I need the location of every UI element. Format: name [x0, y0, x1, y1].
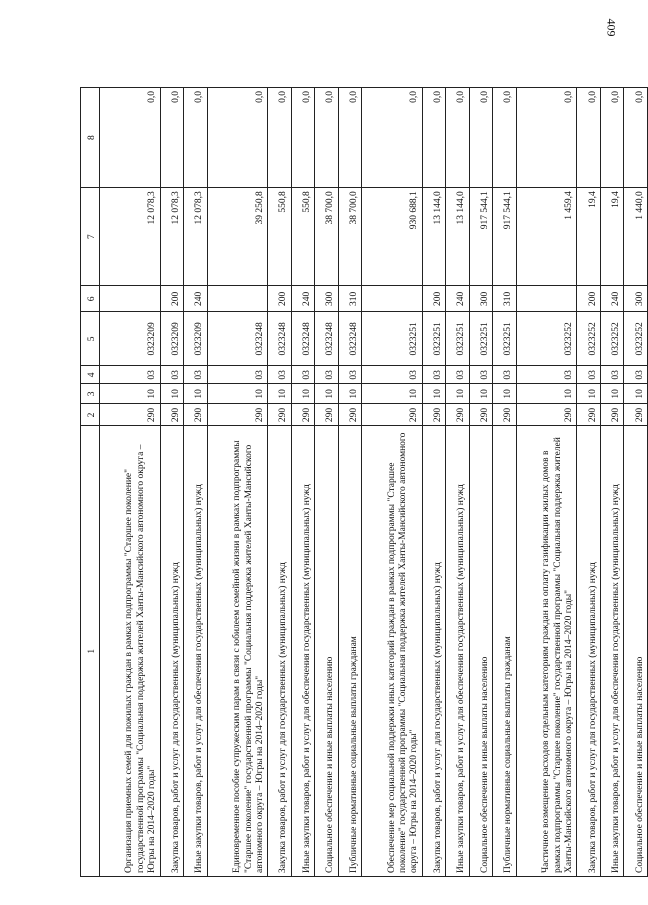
row-amount: 12 078,3 [184, 188, 207, 286]
row-code: 290 [184, 404, 207, 426]
row-expense-type [516, 286, 577, 312]
header-col-1: 1 [81, 426, 100, 877]
row-amount: 550,8 [291, 188, 314, 286]
row-section: 10 [268, 384, 291, 404]
row-target-article: 0323248 [207, 312, 268, 366]
row-target-article: 0323252 [624, 312, 648, 366]
row-section: 10 [516, 384, 577, 404]
row-expense-type: 310 [493, 286, 516, 312]
row-section: 10 [315, 384, 338, 404]
row-section: 10 [577, 384, 600, 404]
row-amount-col8: 0,0 [516, 88, 577, 188]
row-amount-col8: 0,0 [315, 88, 338, 188]
row-section: 10 [160, 384, 183, 404]
row-code: 290 [207, 404, 268, 426]
row-target-article: 0323251 [446, 312, 469, 366]
row-target-article: 0323248 [338, 312, 361, 366]
table-row [493, 88, 516, 877]
row-target-article: 0323248 [315, 312, 338, 366]
row-subsection: 03 [268, 366, 291, 384]
row-amount: 38 700,0 [315, 188, 338, 286]
row-target-article: 0323251 [362, 312, 423, 366]
row-amount: 12 078,3 [160, 188, 183, 286]
header-col-8: 8 [81, 88, 100, 188]
row-code: 290 [469, 404, 492, 426]
row-code: 290 [577, 404, 600, 426]
row-code: 290 [338, 404, 361, 426]
row-target-article: 0323209 [100, 312, 161, 366]
row-section: 10 [291, 384, 314, 404]
row-expense-type: 200 [160, 286, 183, 312]
row-amount-col8: 0,0 [100, 88, 161, 188]
row-subsection: 03 [516, 366, 577, 384]
row-code: 290 [516, 404, 577, 426]
row-name: Социальное обеспечение и иные выплаты населению [469, 426, 492, 877]
row-subsection: 03 [315, 366, 338, 384]
row-expense-type [207, 286, 268, 312]
row-expense-type [362, 286, 423, 312]
row-target-article: 0323251 [493, 312, 516, 366]
row-amount-col8: 0,0 [160, 88, 183, 188]
row-expense-type: 300 [624, 286, 648, 312]
row-amount: 12 078,3 [100, 188, 161, 286]
row-code: 290 [315, 404, 338, 426]
row-code: 290 [624, 404, 648, 426]
row-target-article: 0323248 [268, 312, 291, 366]
row-name: Социальное обеспечение и иные выплаты населению [315, 426, 338, 877]
row-name: Публичные нормативные социальные выплаты гражданам [493, 426, 516, 877]
row-section: 10 [338, 384, 361, 404]
row-target-article: 0323248 [291, 312, 314, 366]
row-amount: 1 440,0 [624, 188, 648, 286]
table-row [446, 88, 469, 877]
row-target-article: 0323252 [600, 312, 623, 366]
table-row [338, 88, 361, 877]
row-target-article: 0323251 [469, 312, 492, 366]
table-row [600, 88, 623, 877]
row-subsection: 03 [446, 366, 469, 384]
row-amount: 39 250,8 [207, 188, 268, 286]
row-subsection: 03 [207, 366, 268, 384]
row-section: 10 [100, 384, 161, 404]
row-amount-col8: 0,0 [422, 88, 445, 188]
row-code: 290 [446, 404, 469, 426]
table-row [422, 88, 445, 877]
row-expense-type [100, 286, 161, 312]
row-section: 10 [207, 384, 268, 404]
row-amount-col8: 0,0 [268, 88, 291, 188]
row-amount: 1 459,4 [516, 188, 577, 286]
row-code: 290 [493, 404, 516, 426]
row-expense-type: 240 [291, 286, 314, 312]
row-subsection: 03 [362, 366, 423, 384]
table-row [577, 88, 600, 877]
table-row [291, 88, 314, 877]
budget-table [80, 87, 648, 877]
table-row [516, 88, 577, 877]
table-row [268, 88, 291, 877]
table-row [207, 88, 268, 877]
row-subsection: 03 [100, 366, 161, 384]
row-amount-col8: 0,0 [493, 88, 516, 188]
row-name: Единовременное пособие супружеским парам в связи с юбилеем семейной жизни в рамках подпрограммы "Старшее поколение" государственной программы "Социальная поддержка жителей Ханты-Мансийского автономного округа – Югры на 2014–2020 годы" [207, 426, 268, 877]
header-col-6: 6 [81, 286, 100, 312]
row-name: Иные закупки товаров, работ и услуг для обеспечения государственных (муниципальных) нужд [446, 426, 469, 877]
row-amount: 38 700,0 [338, 188, 361, 286]
row-code: 290 [422, 404, 445, 426]
row-amount: 917 544,1 [493, 188, 516, 286]
row-amount-col8: 0,0 [184, 88, 207, 188]
row-subsection: 03 [577, 366, 600, 384]
row-name: Публичные нормативные социальные выплаты гражданам [338, 426, 361, 877]
row-name: Закупка товаров, работ и услуг для государственных (муниципальных) нужд [422, 426, 445, 877]
page-number: 409 [604, 18, 619, 37]
row-amount: 19,4 [600, 188, 623, 286]
row-amount-col8: 0,0 [600, 88, 623, 188]
row-amount-col8: 0,0 [291, 88, 314, 188]
row-subsection: 03 [624, 366, 648, 384]
row-subsection: 03 [422, 366, 445, 384]
row-target-article: 0323252 [516, 312, 577, 366]
row-code: 290 [362, 404, 423, 426]
row-expense-type: 200 [268, 286, 291, 312]
row-subsection: 03 [469, 366, 492, 384]
header-col-3: 3 [81, 384, 100, 404]
row-name: Закупка товаров, работ и услуг для государственных (муниципальных) нужд [160, 426, 183, 877]
row-name: Иные закупки товаров, работ и услуг для обеспечения государственных (муниципальных) нужд [184, 426, 207, 877]
row-amount-col8: 0,0 [207, 88, 268, 188]
row-code: 290 [291, 404, 314, 426]
row-expense-type: 200 [577, 286, 600, 312]
row-target-article: 0323251 [422, 312, 445, 366]
table-header-row [81, 88, 100, 877]
table-row [362, 88, 423, 877]
header-col-7: 7 [81, 188, 100, 286]
row-amount: 917 544,1 [469, 188, 492, 286]
row-amount: 13 144,0 [446, 188, 469, 286]
table-row [100, 88, 161, 877]
row-subsection: 03 [493, 366, 516, 384]
rotated-table-container [80, 87, 648, 877]
header-col-2: 2 [81, 404, 100, 426]
row-name: Закупка товаров, работ и услуг для государственных (муниципальных) нужд [577, 426, 600, 877]
row-section: 10 [446, 384, 469, 404]
row-subsection: 03 [600, 366, 623, 384]
row-target-article: 0323209 [184, 312, 207, 366]
row-expense-type: 240 [600, 286, 623, 312]
row-name: Организация приемных семей для пожилых граждан в рамках подпрограммы "Старшее поколение" государственной программы "Социальная поддержка жителей Ханты-Мансийского автономного округа – Югры на 2014–2020 годы" [100, 426, 161, 877]
row-name: Частичное возмещение расходов отдельным категориям граждан на оплату газификации жилых домов в рамках подпрограммы "Старшее поколение" государственной программы "Социальная поддержка жителей Ханты-Мансийского автономного округа – Югры на 2014–2020 годы" [516, 426, 577, 877]
row-name: Обеспечение мер социальной поддержки иных категорий граждан в рамках подпрограммы "Старшее поколение" государственной программы "Социальная поддержка жителей Ханты-Мансийского автономного округа – Югры на 2014–2020 годы" [362, 426, 423, 877]
row-subsection: 03 [160, 366, 183, 384]
row-section: 10 [469, 384, 492, 404]
row-section: 10 [600, 384, 623, 404]
row-code: 290 [160, 404, 183, 426]
header-col-4: 4 [81, 366, 100, 384]
row-expense-type: 240 [184, 286, 207, 312]
row-amount: 930 688,1 [362, 188, 423, 286]
row-amount: 19,4 [577, 188, 600, 286]
row-section: 10 [422, 384, 445, 404]
row-amount: 550,8 [268, 188, 291, 286]
row-name: Социальное обеспечение и иные выплаты населению [624, 426, 648, 877]
row-name: Иные закупки товаров, работ и услуг для обеспечения государственных (муниципальных) нужд [600, 426, 623, 877]
row-expense-type: 240 [446, 286, 469, 312]
row-expense-type: 300 [469, 286, 492, 312]
row-code: 290 [100, 404, 161, 426]
row-expense-type: 310 [338, 286, 361, 312]
row-code: 290 [600, 404, 623, 426]
row-subsection: 03 [184, 366, 207, 384]
table-row [184, 88, 207, 877]
row-amount-col8: 0,0 [624, 88, 648, 188]
row-section: 10 [493, 384, 516, 404]
table-row [315, 88, 338, 877]
row-section: 10 [362, 384, 423, 404]
row-subsection: 03 [338, 366, 361, 384]
row-amount-col8: 0,0 [469, 88, 492, 188]
row-amount-col8: 0,0 [338, 88, 361, 188]
row-name: Закупка товаров, работ и услуг для государственных (муниципальных) нужд [268, 426, 291, 877]
row-target-article: 0323252 [577, 312, 600, 366]
row-amount-col8: 0,0 [362, 88, 423, 188]
row-section: 10 [184, 384, 207, 404]
row-amount: 13 144,0 [422, 188, 445, 286]
row-expense-type: 300 [315, 286, 338, 312]
table-row [160, 88, 183, 877]
table-row [469, 88, 492, 877]
row-amount-col8: 0,0 [577, 88, 600, 188]
row-subsection: 03 [291, 366, 314, 384]
row-name: Иные закупки товаров, работ и услуг для обеспечения государственных (муниципальных) нужд [291, 426, 314, 877]
table-row [624, 88, 648, 877]
row-expense-type: 200 [422, 286, 445, 312]
row-code: 290 [268, 404, 291, 426]
row-amount-col8: 0,0 [446, 88, 469, 188]
header-col-5: 5 [81, 312, 100, 366]
row-target-article: 0323209 [160, 312, 183, 366]
row-section: 10 [624, 384, 648, 404]
